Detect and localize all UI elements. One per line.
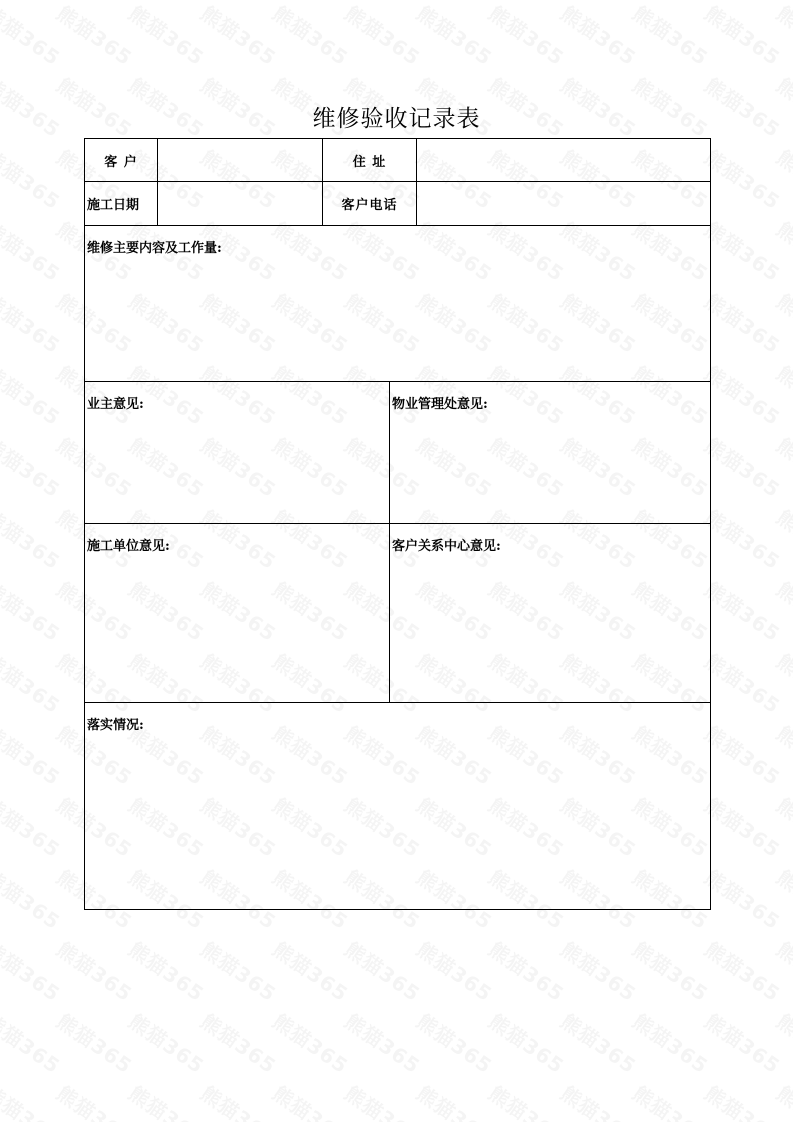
watermark — [340, 1078, 428, 1122]
owner-opinion-label: 业主意见: — [87, 397, 144, 412]
watermark — [412, 934, 500, 1008]
watermark — [52, 0, 140, 71]
watermark — [484, 0, 572, 71]
watermark — [0, 862, 67, 936]
watermark — [700, 502, 788, 576]
watermark — [0, 0, 67, 71]
watermark — [0, 790, 67, 864]
watermark — [772, 502, 793, 576]
watermark — [700, 1078, 788, 1122]
watermark — [124, 934, 212, 1008]
watermark — [628, 934, 716, 1008]
watermark — [628, 1006, 716, 1080]
watermark — [772, 214, 793, 288]
watermark — [196, 934, 284, 1008]
watermark — [700, 574, 788, 648]
watermark — [52, 1006, 140, 1080]
maintenance-content-label: 维修主要内容及工作量: — [87, 241, 222, 256]
address-field[interactable] — [417, 139, 711, 182]
watermark — [340, 934, 428, 1008]
watermark — [772, 286, 793, 360]
watermark — [700, 862, 788, 936]
watermark — [772, 1006, 793, 1080]
customer-phone-label: 客户电话 — [323, 182, 417, 226]
watermark — [700, 718, 788, 792]
watermark — [772, 862, 793, 936]
watermark — [0, 646, 67, 720]
watermark — [268, 1078, 356, 1122]
watermark — [700, 0, 788, 71]
watermark — [484, 1006, 572, 1080]
implementation-status-cell[interactable] — [85, 703, 711, 910]
customer-field[interactable] — [158, 139, 323, 182]
watermark — [772, 0, 793, 71]
watermark — [340, 1006, 428, 1080]
watermark — [0, 358, 67, 432]
watermark — [124, 1078, 212, 1122]
watermark — [772, 790, 793, 864]
watermark — [412, 0, 500, 71]
watermark — [196, 1006, 284, 1080]
watermark — [772, 430, 793, 504]
watermark — [0, 502, 67, 576]
document-title: 维修验收记录表 — [312, 106, 481, 132]
contractor-opinion-label: 施工单位意见: — [87, 539, 170, 554]
watermark — [700, 1006, 788, 1080]
watermark — [700, 430, 788, 504]
watermark — [0, 1078, 67, 1122]
customer-phone-field[interactable] — [417, 182, 711, 226]
watermark — [196, 0, 284, 71]
watermark — [484, 1078, 572, 1122]
watermark — [0, 1006, 67, 1080]
watermark — [52, 934, 140, 1008]
property-opinion-cell[interactable] — [390, 382, 711, 524]
property-opinion-label: 物业管理处意见: — [392, 397, 488, 412]
watermark — [0, 718, 67, 792]
watermark — [772, 934, 793, 1008]
watermark — [772, 1078, 793, 1122]
watermark — [340, 0, 428, 71]
watermark — [0, 574, 67, 648]
watermark — [556, 934, 644, 1008]
watermark — [124, 0, 212, 71]
watermark — [556, 0, 644, 71]
owner-opinion-cell[interactable] — [85, 382, 390, 524]
watermark — [772, 358, 793, 432]
watermark — [556, 1006, 644, 1080]
watermark — [556, 1078, 644, 1122]
customer-label: 客 户 — [85, 139, 158, 182]
watermark — [484, 934, 572, 1008]
watermark — [700, 358, 788, 432]
watermark — [0, 142, 67, 216]
watermark — [700, 214, 788, 288]
service-center-opinion-cell[interactable] — [390, 524, 711, 703]
watermark — [52, 1078, 140, 1122]
maintenance-content-cell[interactable] — [85, 226, 711, 382]
watermark — [412, 1078, 500, 1122]
watermark — [0, 214, 67, 288]
watermark — [772, 574, 793, 648]
watermark — [268, 0, 356, 71]
address-label: 住 址 — [323, 139, 417, 182]
watermark — [700, 790, 788, 864]
maintenance-acceptance-form — [84, 138, 711, 910]
watermark — [700, 142, 788, 216]
watermark — [0, 934, 67, 1008]
watermark — [772, 646, 793, 720]
implementation-status-label: 落实情况: — [87, 718, 144, 733]
watermark — [0, 430, 67, 504]
watermark — [628, 1078, 716, 1122]
watermark — [124, 1006, 212, 1080]
service-center-opinion-label: 客户关系中心意见: — [392, 539, 501, 554]
watermark — [772, 142, 793, 216]
watermark — [412, 1006, 500, 1080]
construction-date-label: 施工日期 — [85, 182, 158, 226]
watermark — [268, 1006, 356, 1080]
watermark — [196, 1078, 284, 1122]
watermark — [772, 718, 793, 792]
contractor-opinion-cell[interactable] — [85, 524, 390, 703]
watermark — [700, 286, 788, 360]
construction-date-field[interactable] — [158, 182, 323, 226]
watermark — [700, 934, 788, 1008]
watermark — [700, 646, 788, 720]
watermark — [0, 286, 67, 360]
watermark — [628, 0, 716, 71]
watermark — [268, 934, 356, 1008]
